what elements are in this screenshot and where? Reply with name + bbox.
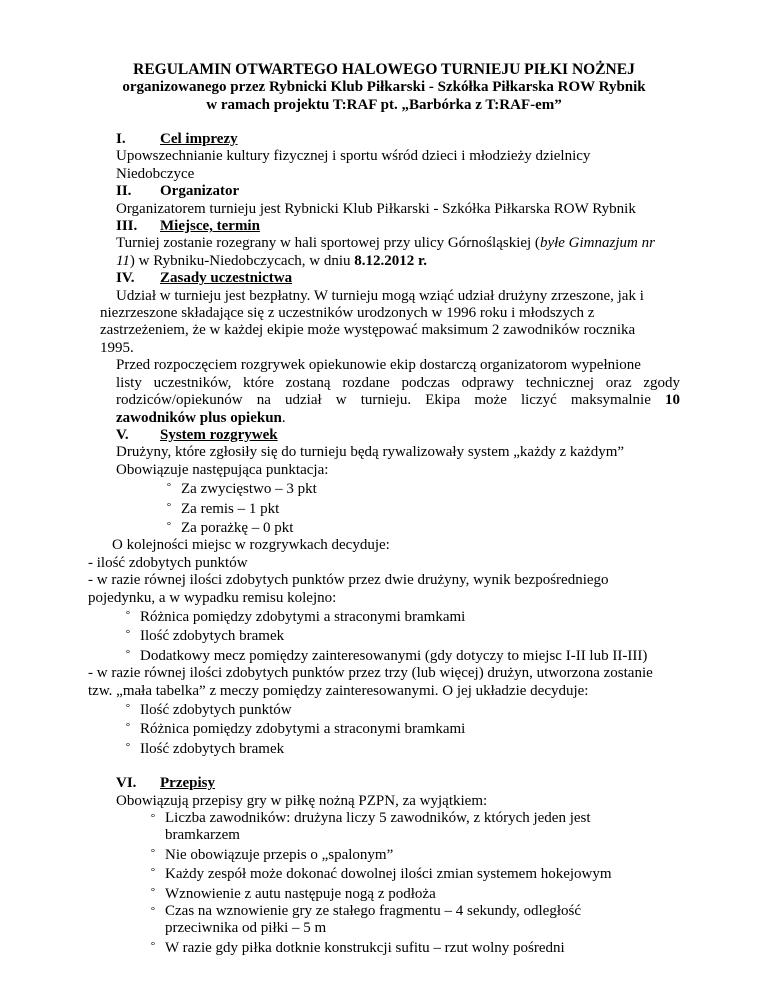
- paragraph: zastrzeżeniem, że w każdej ekipie może występować maksimum 2 zawodników rocznika: [100, 322, 636, 339]
- list-item: ° Różnica pomiędzy zdobytymi a straconymi bramkami: [116, 719, 680, 738]
- paragraph: 1995.: [100, 339, 134, 356]
- bullet-icon: °: [150, 939, 156, 952]
- bullet-icon: °: [125, 608, 131, 621]
- paragraph: pojedynku, a w wypadku remisu kolejno:: [88, 589, 337, 606]
- section-heading-rules: VI. Przepisy: [116, 775, 215, 792]
- bullet-icon: °: [150, 866, 156, 879]
- paragraph: Turniej zostanie rozegrany w hali sportowej przy ulicy Górnośląskiej (byłe Gimnazjum nr: [116, 235, 655, 252]
- document-subtitle-organizer: organizowanego przez Rybnicki Klub Piłkarski - Szkółka Piłkarska ROW Rybnik: [122, 79, 646, 95]
- section-heading-goal: I. Cel imprezy: [116, 131, 238, 147]
- list-item: ° Ilość zdobytych bramek: [116, 626, 680, 645]
- paragraph: Udział w turnieju jest bezpłatny. W turnieju mogą wziąć udział drużyny zrzeszone, jak i: [116, 287, 644, 304]
- section-heading-participation: IV. Zasady uczestnictwa: [116, 270, 293, 287]
- list-item: ° Dodatkowy mecz pomiędzy zainteresowanymi (gdy dotyczy to miejsc I-II lub II-III): [116, 646, 680, 665]
- paragraph: Upowszechnianie kultury fizycznej i sportu wśród dzieci i młodzieży dzielnicy: [116, 148, 591, 165]
- paragraph: Przed rozpoczęciem rozgrywek opiekunowie ekip dostarczą organizatorom wypełnione: [116, 357, 641, 374]
- list-item: ° Ilość zdobytych punktów: [116, 700, 680, 719]
- paragraph: zawodników plus opiekun.: [116, 409, 286, 426]
- bullet-icon: °: [125, 740, 131, 753]
- list-item: ° Nie obowiązuje przepis o „spalonym”: [141, 845, 680, 864]
- list-item: ° Za porażkę – 0 pkt: [157, 518, 680, 537]
- paragraph: - w razie równej ilości zdobytych punktów przez trzy (lub więcej) drużyn, utworzona zostanie: [88, 665, 653, 682]
- bullet-icon: °: [125, 647, 131, 660]
- regulations-body: [88, 131, 680, 957]
- document-title: REGULAMIN OTWARTEGO HALOWEGO TURNIEJU PIŁKI NOŻNEJ: [133, 61, 635, 78]
- paragraph: rodziców/opiekunów na udział w turnieju. Ekipa może liczyć maksymalnie 10: [116, 392, 680, 409]
- bullet-icon: °: [150, 905, 156, 918]
- paragraph: 11) w Rybniku-Niedobczycach, w dniu 8.12.2012 r.: [116, 252, 428, 269]
- list-item: ° Wznowienie z autu następuje nogą z podłoża: [141, 884, 680, 903]
- bullet-icon: °: [150, 846, 156, 859]
- list-item: ° Różnica pomiędzy zdobytymi a straconymi bramkami: [116, 607, 680, 626]
- paragraph: Obowiązuje następująca punktacja:: [116, 461, 329, 478]
- paragraph: niezrzeszone składające się z uczestników urodzonych w 1996 roku i młodszych z: [100, 305, 595, 322]
- document-subtitle-project: w ramach projektu T:RAF pt. „Barbórka z T:RAF-em”: [206, 97, 562, 113]
- paragraph: tzw. „mała tabelka” z meczy pomiędzy zainteresowanymi. O jej układzie decyduje:: [88, 682, 589, 699]
- bullet-icon: °: [166, 519, 172, 532]
- bullet-icon: °: [150, 885, 156, 898]
- list-item: ° Ilość zdobytych bramek: [116, 739, 680, 758]
- section-heading-system: V. System rozgrywek: [116, 426, 278, 443]
- paragraph: Obowiązują przepisy gry w piłkę nożną PZPN, za wyjątkiem:: [116, 792, 488, 809]
- bullet-icon: °: [125, 628, 131, 641]
- paragraph: Niedobczyce: [116, 165, 195, 182]
- list-item: ° W razie gdy piłka dotknie konstrukcji sufitu – rzut wolny pośredni: [141, 938, 680, 957]
- bullet-icon: °: [166, 481, 172, 494]
- section-heading-place-date: III. Miejsce, termin: [116, 218, 260, 235]
- paragraph: Organizatorem turnieju jest Rybnicki Klub Piłkarski - Szkółka Piłkarska ROW Rybnik: [116, 200, 636, 217]
- list-item: ° Liczba zawodników: drużyna liczy 5 zawodników, z których jeden jest bramkarzem: [141, 810, 641, 845]
- bullet-icon: °: [125, 721, 131, 734]
- list-item: ° Czas na wznowienie gry ze stałego fragmentu – 4 sekundy, odległość przeciwnika od piłki – 5 m: [141, 903, 641, 938]
- bullet-icon: °: [166, 500, 172, 513]
- list-item: ° Za zwycięstwo – 3 pkt: [157, 479, 680, 498]
- list-item: ° Każdy zespół może dokonać dowolnej ilości zmian systemem hokejowym: [141, 864, 680, 883]
- spacer: [100, 758, 680, 775]
- paragraph: - w razie równej ilości zdobytych punktów przez dwie drużyny, wynik bezpośredniego: [88, 572, 609, 589]
- paragraph: listy uczestników, które zostaną rozdane podczas odprawy technicznej oraz zgody: [116, 374, 680, 391]
- event-date: 8.12.2012 r.: [354, 252, 428, 269]
- section-heading-organizer: II. Organizator: [116, 183, 240, 200]
- list-item: ° Za remis – 1 pkt: [157, 499, 680, 518]
- paragraph: - ilość zdobytych punktów: [88, 554, 248, 571]
- paragraph: O kolejności miejsc w rozgrywkach decyduje:: [112, 537, 390, 554]
- bullet-icon: °: [150, 812, 156, 825]
- bullet-icon: °: [125, 702, 131, 714]
- paragraph: Drużyny, które zgłosiły się do turnieju będą rywalizowały system „każdy z każdym”: [116, 444, 625, 461]
